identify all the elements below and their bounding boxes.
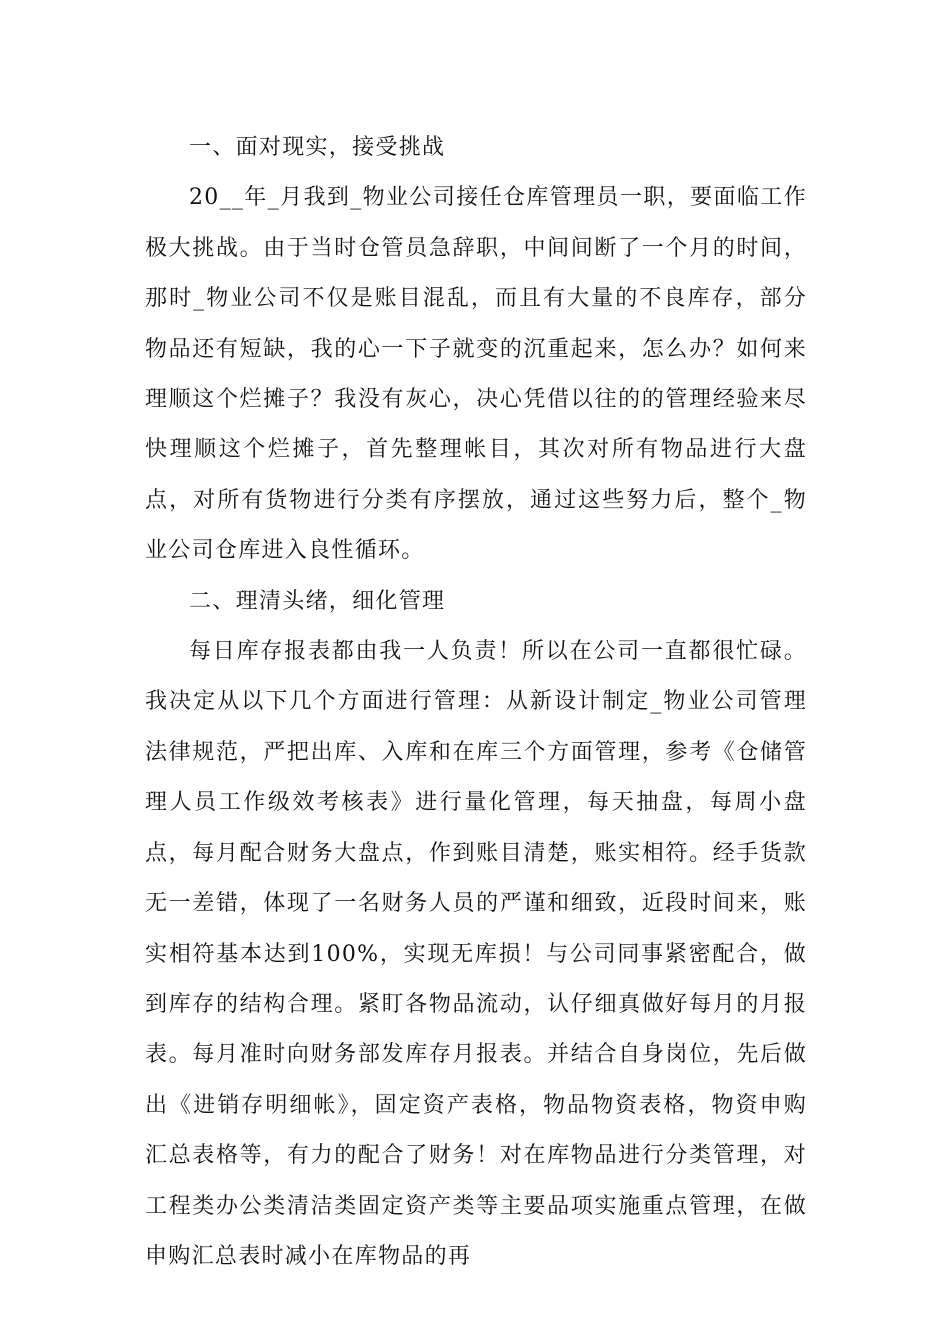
section-1-paragraph: 20__年_月我到_物业公司接任仓库管理员一职，要面临工作极大挑战。由于当时仓管员急辞职，中间间断了一个月的时间，那时_物业公司不仅是账目混乱，而且有大量的不良库存，部分物品还有短缺，我的心一下子就变的沉重起来，怎么办？如何来理顺这个烂摊子？我没有灰心，决心凭借以往的的管理经验来尽快理顺这个烂摊子，首先整理帐目，其次对所有物品进行大盘点，对所有货物进行分类有序摆放，通过这些努力后，整个_物业公司仓库进入良性循环。 xyxy=(145,185,807,564)
section-2-heading: 二、理清头绪，细化管理 xyxy=(189,588,446,614)
document-page xyxy=(145,123,807,1282)
section-1-heading: 一、面对现实，接受挑战 xyxy=(189,135,446,160)
section-2-paragraph: 每日库存报表都由我一人负责！所以在公司一直都很忙碌。我决定从以下几个方面进行管理：从新设计制定_物业公司管理法律规范，严把出库、入库和在库三个方面管理，参考《仓储管理人员工作级效考核表》进行量化管理，每天抽盘，每周小盘点，每月配合财务大盘点，作到账目清楚，账实相符。经手货款无一差错，体现了一名财务人员的严谨和细致，近段时间来，账实相符基本达到100%，实现无库损！与公司同事紧密配合，做到库存的结构合理。紧盯各物品流动，认仔细真做好每月的月报表。每月准时向财务部发库存月报表。并结合自身岗位，先后做出《进销存明细帐》，固定资产表格，物品物资表格，物资申购汇总表格等，有力的配合了财务！对在库物品进行分类管理，对工程类办公类清洁类固定资产类等主要品项实施重点管理，在做申购汇总表时减小在库物品的再 xyxy=(145,639,807,1269)
